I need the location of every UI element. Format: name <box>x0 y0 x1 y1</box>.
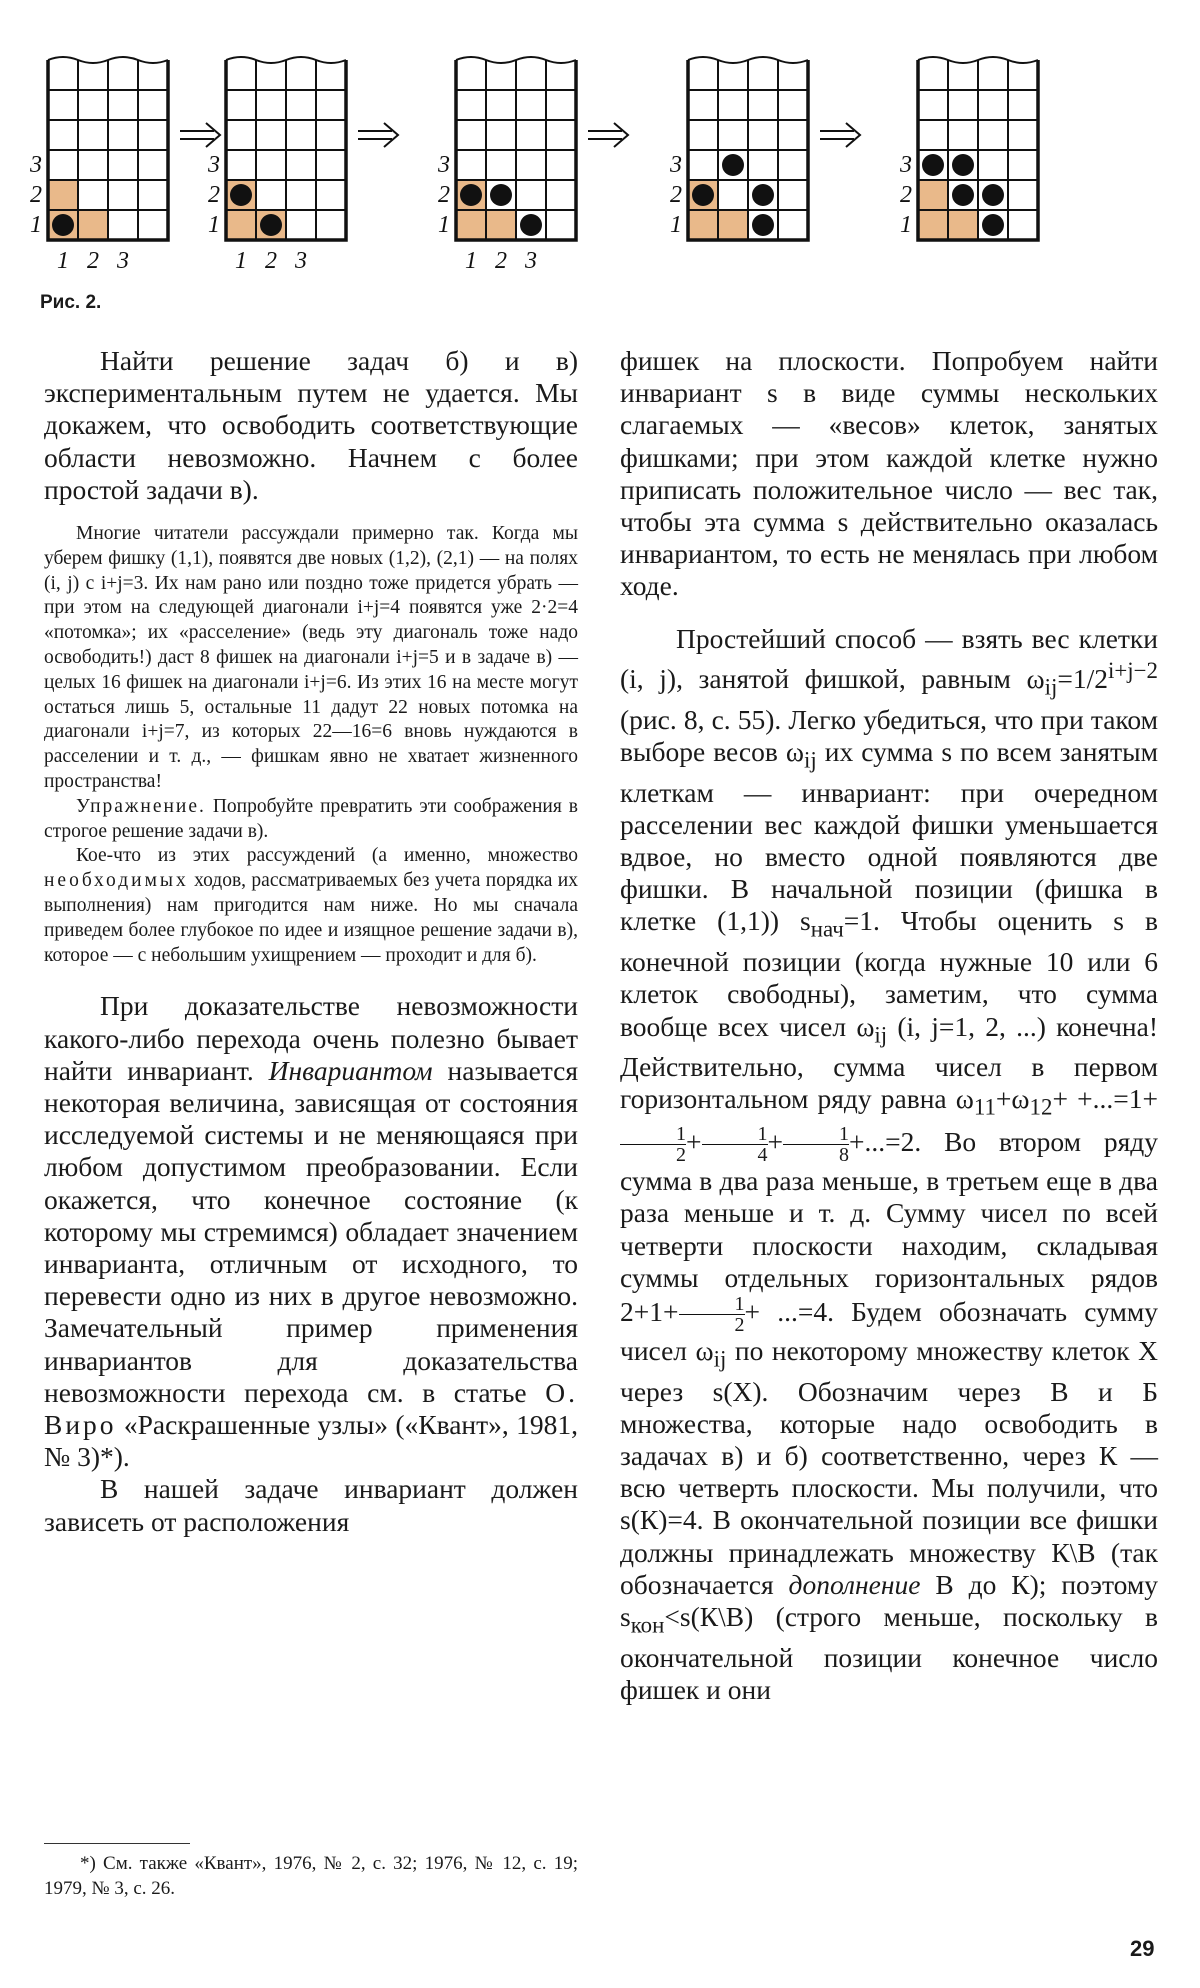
chip <box>460 184 482 206</box>
sum-part-h: + +...=1+ <box>1052 1083 1158 1115</box>
sum-part-g: +ω <box>995 1083 1030 1115</box>
sum-part-c: (рис. 8, с. 55). Легко убедиться, что при таком выборе весов ω <box>620 703 1158 767</box>
col-label: 2 <box>87 248 99 274</box>
invariant-part-c: «Раскрашенные узлы» («Квант», 1981, № 3)*). <box>44 1409 578 1473</box>
chip <box>952 184 974 206</box>
shaded-cell <box>78 210 108 240</box>
paragraph-intro: Найти решение задач б) и в) экспериментальным путем не удается. Мы докажем, что освободить соответствующие области невозможно. Начнем с более простой задачи в). <box>44 345 578 505</box>
col-label: 3 <box>295 248 307 274</box>
chip <box>982 214 1004 236</box>
sum-part-m: по некоторому множеству клеток X через s(X). Обозначим через В и Б множества, которые надо освободить в задачах в) и б) соответственно, через К — всю четверть плоскости. Мы получили, что s(К)=4. В окончательной позиции все фишки должны принадлежать множеству К\В (так обозначается <box>620 1334 1158 1600</box>
sum-part-n: В до К); поэтому s <box>620 1568 1158 1633</box>
row-label: 3 <box>30 152 42 178</box>
shaded-cell <box>948 210 978 240</box>
fraction-eighth: $\frac{1}{8}$ <box>783 1124 849 1165</box>
row-label: 3 <box>438 152 450 178</box>
col-label: 3 <box>117 248 129 274</box>
row-label: 1 <box>438 212 450 238</box>
chip <box>752 184 774 206</box>
row-label: 1 <box>900 212 912 238</box>
chip <box>490 184 512 206</box>
invariant-term: Инвариантом <box>268 1054 433 1086</box>
shaded-cell <box>688 210 718 240</box>
shaded-cell <box>486 210 516 240</box>
sup-exponent: i+j−2 <box>1107 657 1158 683</box>
shaded-cell <box>718 210 748 240</box>
sum-part-k: +...=2. Во втором ряду сумма в два раза меньше, в третьем еще в два раза меньше и т. д. Сумму чисел по всей четверти плоскости находим, складывая суммы отдельных горизонтальных рядов 2+1+ <box>620 1125 1158 1327</box>
chip <box>952 154 974 176</box>
sub-end: кон <box>630 1612 665 1638</box>
row-label: 2 <box>438 182 450 208</box>
note-spaced-word: необходимых <box>44 870 189 892</box>
row-label: 2 <box>30 182 42 208</box>
invariant-part-b: называется некоторая величина, зависящая от состояния исследуемой системы и не меняющаяся при любом допустимом преобразовании. Если окажется, что конечное состояние (к которому мы стремимся) обладает значением инварианта, отличным от исходного, то перевести одно из них в другое невозможно. Замечательный пример применения инвариантов для доказательства невозможности перехода см. в статье <box>44 1054 578 1408</box>
note-part-b: ходов, рассматриваемых без учета порядка их выполнения) нам пригодится нам ниже. Но мы сначала приведем более глубокое по идее и изящное решение задачи в), которое — с небольшим ухищрением — проходит и для б). <box>44 870 578 966</box>
row-label: 2 <box>670 182 682 208</box>
col-label: 2 <box>495 248 507 274</box>
sub-ij: ij <box>1044 674 1058 700</box>
sum-part-j: + <box>767 1125 784 1157</box>
footnote: *) См. также «Квант», 1976, № 2, с. 32; 1976, № 12, с. 19; 1979, № 3, с. 26. <box>44 1853 578 1899</box>
shaded-cell <box>918 180 948 210</box>
row-label: 2 <box>208 182 220 208</box>
col-label: 1 <box>57 248 69 274</box>
row-label: 1 <box>30 212 42 238</box>
sub-11: 11 <box>973 1094 996 1120</box>
paragraph-sum <box>620 623 1158 1707</box>
exercise-paragraph <box>44 795 578 845</box>
arrow-icon <box>820 123 860 147</box>
sub-ij: ij <box>713 1346 727 1372</box>
paragraph-weights: фишек на плоскости. Попробуем найти инвариант s в виде суммы нескольких слагаемых — «весов» клеток, занятых фишками; при этом каждой клетке нужно приписать положительное число — вес так, чтобы эта сумма s действительно оказалась инвариантом, то есть не менялась при любом ходе. <box>620 345 1158 602</box>
complement-term: дополнение <box>788 1568 921 1600</box>
col-label: 3 <box>525 248 537 274</box>
chip <box>260 214 282 236</box>
sub-start: нач <box>810 916 844 942</box>
sum-part-d: их сумма s по всем занятым клеткам — инвариант: при очередном расселении вес каждой фишки уменьшается вдвое, но вместо одной появляются две фишки. В начальной позиции (фишка в клетке (1,1)) s <box>620 735 1158 937</box>
page-number: 29 <box>1130 1936 1155 1961</box>
chip <box>982 184 1004 206</box>
arrow-icon <box>180 123 220 147</box>
sub-ij: ij <box>874 1022 888 1048</box>
figure-chip-grids <box>30 40 1168 280</box>
col-label: 1 <box>235 248 247 274</box>
sum-part-l: + ...=4. Будем обозначать сумму чисел ω <box>620 1295 1158 1366</box>
paragraph-continuation: В нашей задаче инвариант должен зависеть от расположения <box>44 1473 578 1537</box>
right-column <box>620 345 1158 1706</box>
sum-part-b: =1/2 <box>1057 662 1108 694</box>
chip <box>230 184 252 206</box>
invariant-part-a: При доказательстве невозможности какого-либо перехода очень полезно бывает найти инвариант. <box>44 990 578 1086</box>
row-label: 1 <box>670 212 682 238</box>
figure-caption: Рис. 2. <box>40 292 102 313</box>
sum-part-i: + <box>686 1125 702 1157</box>
col-label: 1 <box>465 248 477 274</box>
shaded-cell <box>918 210 948 240</box>
chip <box>722 154 744 176</box>
fraction-half: $\frac{1}{2}$ <box>620 1124 686 1165</box>
shaded-cell <box>226 210 256 240</box>
reasoning-note <box>44 844 578 968</box>
col-label: 2 <box>265 248 277 274</box>
invariant-paragraph <box>44 990 578 1473</box>
chip <box>520 214 542 236</box>
sub-12: 12 <box>1029 1094 1053 1120</box>
chip <box>922 154 944 176</box>
sum-part-f: (i, j=1, 2, ...) конечна! Действительно, сумма чисел в первом горизонтальном ряду равна ω <box>620 1010 1158 1115</box>
left-column <box>44 345 578 1538</box>
row-label: 2 <box>900 182 912 208</box>
exercise-text: Попробуйте превратить эти соображения в строгое решение задачи в). <box>44 795 578 842</box>
fraction-half-2: $\frac{1}{2}$ <box>679 1294 745 1335</box>
chip <box>752 214 774 236</box>
chip <box>52 214 74 236</box>
chip <box>692 184 714 206</box>
arrow-icon <box>358 123 398 147</box>
row-label: 1 <box>208 212 220 238</box>
shaded-cell <box>48 180 78 210</box>
row-label: 3 <box>208 152 220 178</box>
sum-part-o: <s(К\В) (строго меньше, поскольку в окончательной позиции конечное число фишек и они <box>620 1601 1158 1705</box>
shaded-cell <box>456 210 486 240</box>
row-label: 3 <box>670 152 682 178</box>
footnote-rule <box>44 1843 190 1844</box>
row-label: 3 <box>900 152 912 178</box>
sub-ij: ij <box>804 747 817 773</box>
sum-part-a: Простейший способ — взять вес клетки (i, j), занятой фишкой, равным ω <box>620 622 1158 694</box>
arrow-icon <box>588 123 628 147</box>
readers-reasoning: Многие читатели рассуждали примерно так. Когда мы уберем фишку (1,1), появятся две новых (1,2), (2,1) — на полях (i, j) с i+j=3. Их нам рано или поздно тоже придется убрать — при этом на следующей диагонали i+j=4 появятся уже 2·2=4 «потомка»; их «расселение» (ведь эту диагональ тоже надо освободить!) даст 8 фишек на диагонали i+j=5 и в задаче в) — целых 16 фишек на диагонали i+j=6. Из этих 16 на месте могут остаться лишь 5, остальные 11 дадут 22 новых потомка на диагонали i+j=7, из которых 22—16=6 вновь нуждаются в расселении и т. д., — фишкам явно не хватает жизненного пространства! <box>44 523 578 792</box>
exercise-label: Упражнение. <box>76 795 206 817</box>
author-name: О. Виро <box>44 1376 578 1440</box>
fraction-quarter: $\frac{1}{4}$ <box>702 1124 768 1165</box>
sum-part-e: =1. Чтобы оценить s в конечной позиции (когда нужные 10 или 6 клеток свободны), заметим, что сумма вообще всех чисел ω <box>620 905 1158 1042</box>
note-part-a: Кое-что из этих рассуждений (а именно, множество <box>76 845 578 867</box>
